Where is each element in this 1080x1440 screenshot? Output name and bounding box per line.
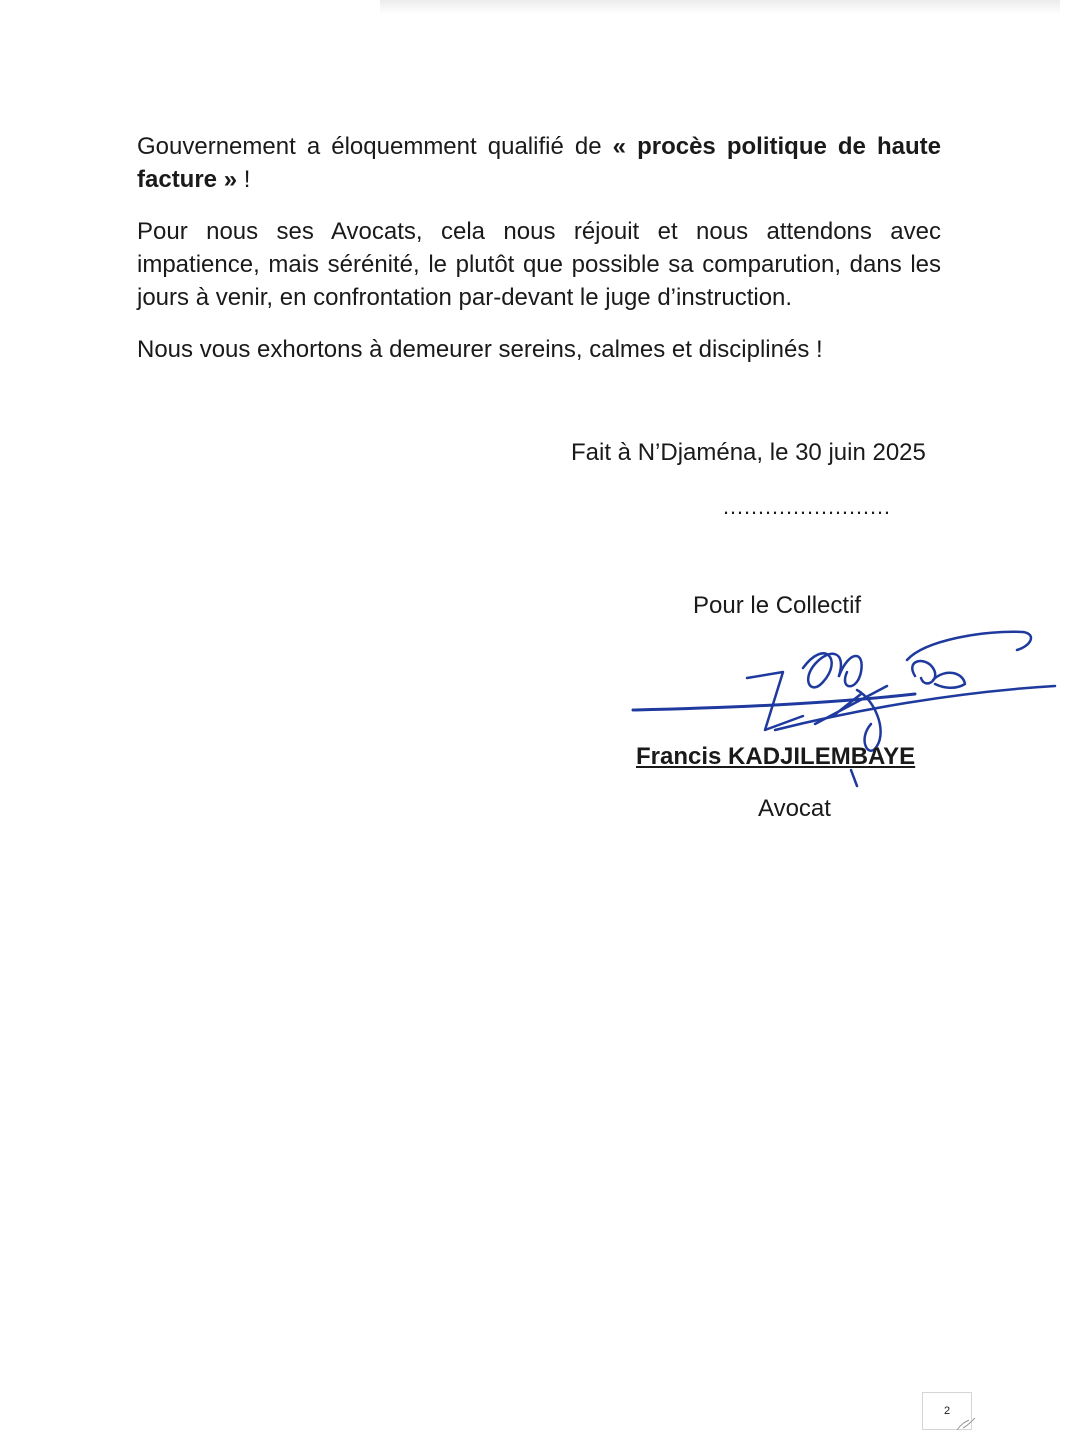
- signature-cross: [815, 686, 887, 724]
- paragraph-1-end: !: [237, 166, 251, 193]
- page-number: 2: [943, 1405, 951, 1417]
- signer-title: Avocat: [758, 795, 831, 822]
- initials-mark: [955, 1416, 977, 1432]
- paragraph-1-text: Gouvernement a éloquemment qualifié de: [137, 133, 613, 160]
- signature-z-stroke: [747, 672, 803, 730]
- collective-label: Pour le Collectif: [693, 592, 862, 619]
- quoted-emphasis: « procès politique de haute facture »: [137, 133, 941, 193]
- paragraph-2: Pour nous ses Avocats, cela nous réjouit et nous attendons avec impatience, mais sérénité, le plutôt que possible sa comparution, dans les jours à venir, en confrontation par-devant le juge d’instruction.: [137, 218, 941, 311]
- signature-loop-2: [839, 656, 862, 686]
- signature-loop-1: [803, 653, 841, 687]
- dotted-line: ……………………: [722, 494, 890, 519]
- paragraph-1: [137, 130, 941, 196]
- signature-e-loops: [912, 661, 965, 688]
- place-date: Fait à N’Djaména, le 30 juin 2025: [571, 439, 926, 466]
- handwritten-signature: [625, 620, 1065, 800]
- paragraph-3: Nous vous exhortons à demeurer sereins, calmes et disciplinés !: [137, 336, 823, 363]
- letter-body: [137, 130, 941, 385]
- signature-drop: [851, 770, 857, 786]
- signer-name: Francis KADJILEMBAYE: [636, 743, 916, 770]
- signature-flourish: [907, 632, 1031, 660]
- scan-edge-shadow: [380, 0, 1060, 14]
